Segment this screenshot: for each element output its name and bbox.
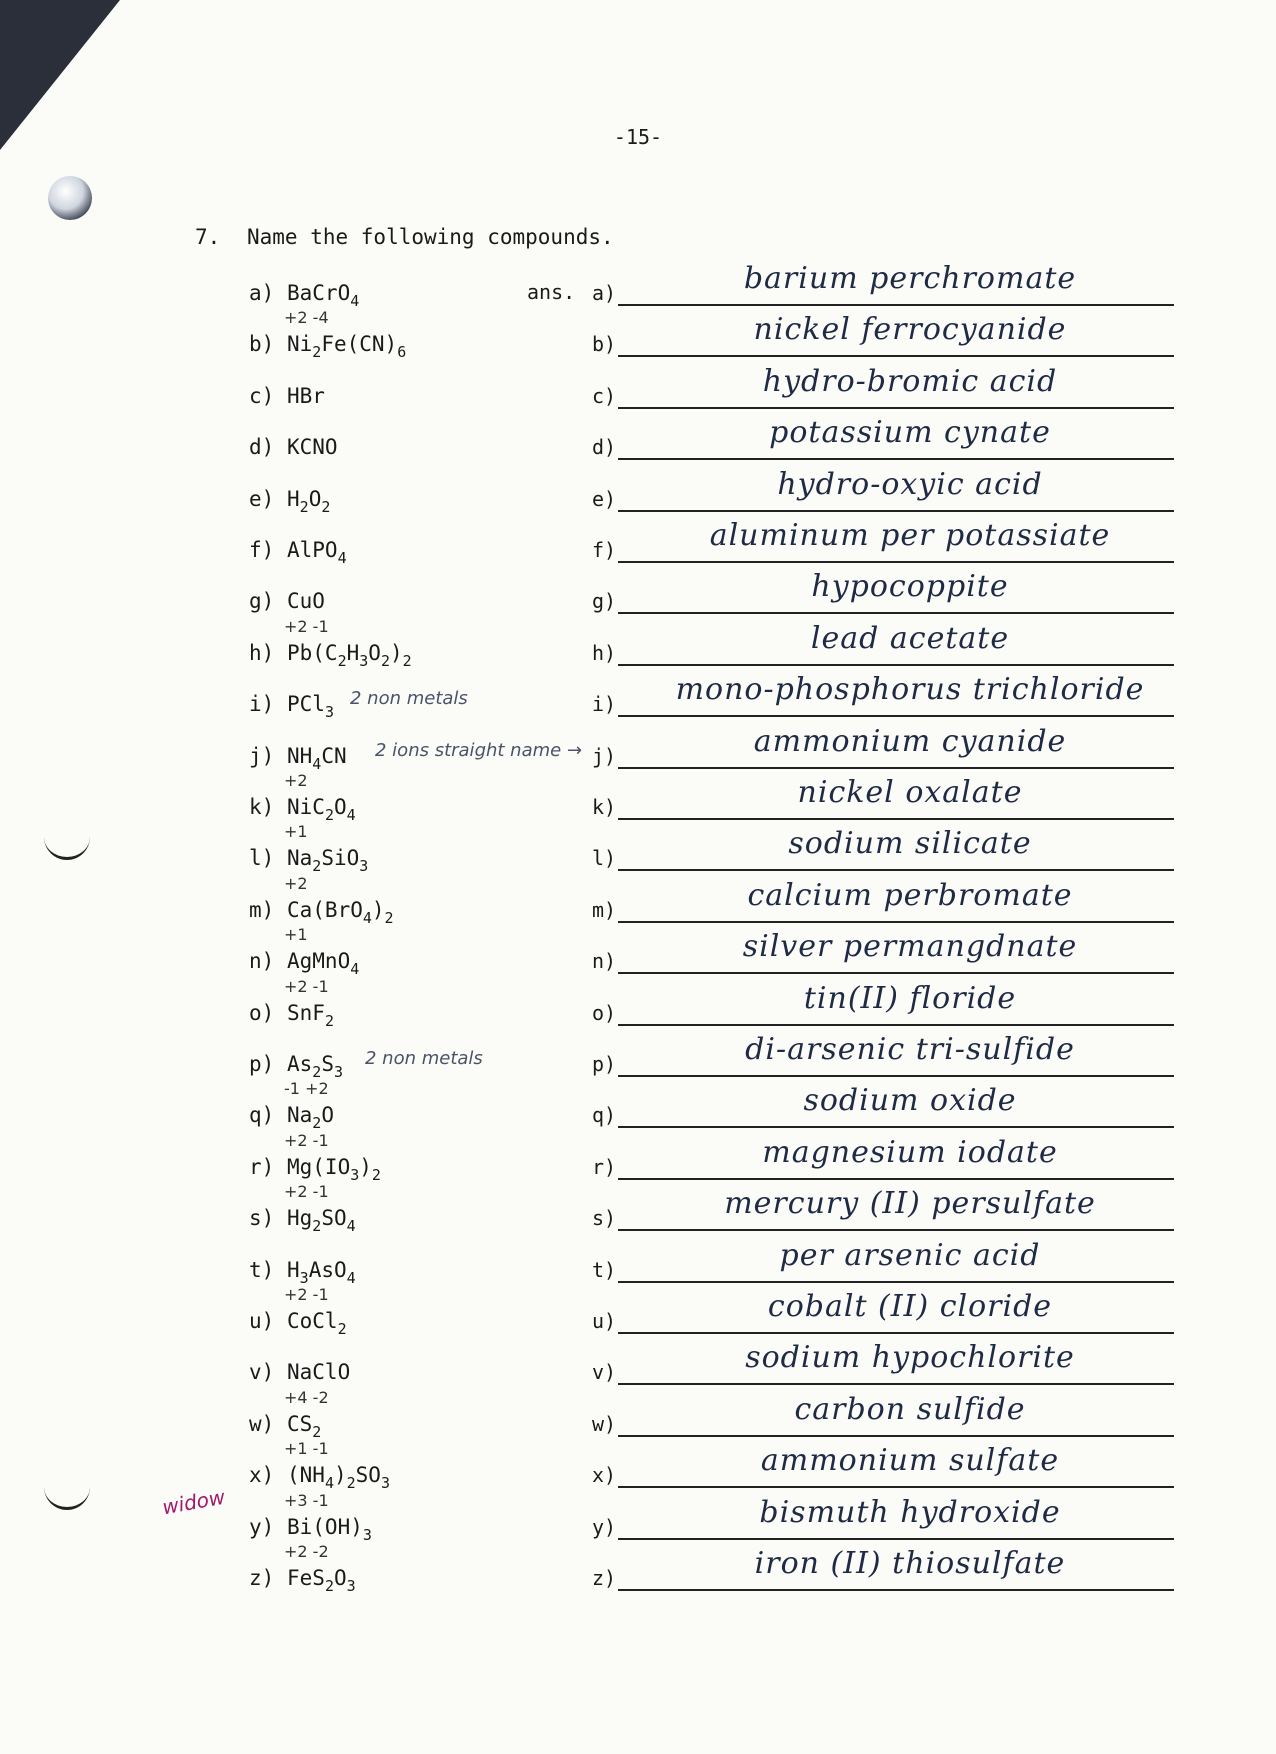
formula-part: H <box>346 640 360 665</box>
answer-line <box>618 1178 1174 1180</box>
item-letter: m) <box>249 897 275 922</box>
chemical-formula <box>287 1052 343 1081</box>
oxidation-annotation: -1 +2 <box>284 1079 329 1099</box>
formula-subscript: 2 <box>346 1474 356 1493</box>
formula-subscript: 2 <box>324 1011 334 1030</box>
chemical-formula <box>287 692 334 721</box>
answer-line <box>618 1383 1174 1385</box>
chemical-formula <box>287 744 347 773</box>
answer-line <box>618 972 1174 974</box>
formula-part: (NH <box>287 1463 325 1488</box>
chemical-formula <box>287 435 338 459</box>
formula-part: ) <box>359 1154 372 1179</box>
oxidation-annotation: +2 -1 <box>284 1130 329 1150</box>
formula-part: O <box>321 1103 334 1128</box>
formula-subscript: 4 <box>346 1217 356 1236</box>
formula-part: Na <box>287 846 313 871</box>
formula-subscript: 2 <box>384 908 394 927</box>
item-letter: u) <box>249 1309 275 1333</box>
answer-line <box>618 1075 1174 1077</box>
formula-part: H <box>287 486 300 511</box>
item-letter: w) <box>249 1411 275 1436</box>
chemical-formula <box>287 1258 356 1287</box>
formula-part: Fe(CN) <box>321 332 398 357</box>
formula-part: SnF <box>287 1000 325 1025</box>
formula-part: NiC <box>287 795 325 819</box>
answer-letter: a) <box>592 281 617 305</box>
formula-subscript: 4 <box>346 1268 356 1287</box>
handwritten-answer: magnesium iodate <box>762 1134 1058 1170</box>
answer-letter: v) <box>592 1360 617 1385</box>
answer-line <box>618 1538 1174 1540</box>
formula-subscript: 4 <box>362 908 372 927</box>
answer-letter: r) <box>592 1154 617 1179</box>
chemical-formula <box>287 898 394 927</box>
item-letter: p) <box>249 1052 275 1076</box>
formula-part: ) <box>371 897 385 922</box>
answer-letter: u) <box>592 1309 617 1333</box>
chemical-formula <box>287 1309 347 1338</box>
formula-part: NH <box>287 743 313 768</box>
item-letter: x) <box>249 1463 275 1488</box>
item-letter: l) <box>249 846 275 871</box>
handwritten-answer: mono-phosphorus trichloride <box>675 672 1145 708</box>
item-letter: c) <box>249 383 275 408</box>
handwritten-answer: iron (II) thiosulfate <box>754 1546 1066 1581</box>
answer-line <box>618 1332 1174 1334</box>
handwritten-answer: hydro-bromic acid <box>762 363 1058 399</box>
answer-letter: i) <box>592 692 617 717</box>
answer-line <box>618 407 1174 409</box>
formula-part: NaClO <box>287 1360 351 1385</box>
formula-subscript: 4 <box>312 754 322 773</box>
formula-part: O <box>333 1566 347 1590</box>
answer-line <box>618 1024 1174 1026</box>
answer-letter: s) <box>592 1206 617 1231</box>
formula-part: KCNO <box>287 435 338 460</box>
handwritten-answer: per arsenic acid <box>779 1237 1041 1273</box>
formula-subscript: 2 <box>312 1114 322 1133</box>
formula-subscript: 2 <box>312 1063 322 1081</box>
answer-letter: t) <box>592 1257 617 1282</box>
formula-subscript: 2 <box>402 651 412 670</box>
oxidation-annotation: +2 -1 <box>284 1285 329 1304</box>
answer-letter: n) <box>592 949 617 974</box>
formula-subscript: 3 <box>346 1577 356 1595</box>
handwritten-answer: sodium hypochlorite <box>745 1340 1075 1376</box>
handwritten-answer: nickel ferrocyanide <box>753 312 1067 348</box>
formula-subscript: 3 <box>324 703 334 722</box>
handwritten-answer: nickel oxalate <box>797 775 1023 810</box>
formula-subscript: 2 <box>299 497 309 516</box>
formula-part: CoCl <box>287 1309 338 1333</box>
chemical-formula <box>287 1206 356 1235</box>
formula-subscript: 4 <box>346 806 356 824</box>
handwritten-answer: potassium cynate <box>769 415 1051 451</box>
oxidation-annotation: +1 <box>284 822 308 842</box>
formula-part: Bi(OH) <box>287 1514 363 1539</box>
formula-part: H <box>287 1257 300 1282</box>
oxidation-annotation: +2 <box>284 873 308 893</box>
answer-line <box>618 715 1174 717</box>
item-letter: n) <box>249 949 275 974</box>
formula-subscript: 3 <box>362 1525 372 1544</box>
chemical-formula <box>287 641 412 670</box>
handwritten-answer: cobalt (II) cloride <box>767 1289 1053 1324</box>
formula-part: SO <box>321 1206 347 1231</box>
formula-part: CuO <box>287 589 325 614</box>
item-letter: s) <box>249 1206 275 1231</box>
formula-part: S <box>321 1052 334 1076</box>
chemical-formula <box>287 1515 372 1544</box>
answer-line <box>618 355 1174 357</box>
handwritten-answer: ammonium sulfate <box>760 1443 1060 1479</box>
handwritten-answer: calcium perbromate <box>747 877 1073 913</box>
answer-line <box>618 664 1174 666</box>
answer-line <box>618 304 1174 306</box>
oxidation-annotation: +1 <box>284 925 308 945</box>
oxidation-annotation: +2 -4 <box>284 308 329 328</box>
answer-line <box>618 818 1174 820</box>
formula-part: AgMnO <box>287 949 351 974</box>
answer-letter: f) <box>592 538 617 562</box>
answer-letter: w) <box>592 1411 617 1436</box>
answer-letter: y) <box>592 1514 617 1539</box>
formula-part: HBr <box>287 383 325 408</box>
side-note: widow <box>160 1484 227 1520</box>
question-number: 7. <box>195 225 221 249</box>
answer-letter: p) <box>592 1052 617 1076</box>
handwritten-answer: hypocoppite <box>811 569 1009 605</box>
answer-letter: b) <box>592 332 617 357</box>
chemical-formula <box>287 538 347 567</box>
item-letter: r) <box>249 1154 275 1179</box>
formula-part: Pb(C <box>287 640 338 665</box>
answer-line <box>618 1589 1174 1591</box>
chemical-formula <box>287 846 368 875</box>
item-letter: j) <box>249 743 275 768</box>
formula-part: Hg <box>287 1206 313 1231</box>
formula-part: AsO <box>308 1257 347 1282</box>
oxidation-annotation: +2 -1 <box>284 1182 329 1202</box>
punch-hole-icon <box>48 176 92 220</box>
answer-letter: e) <box>592 486 617 511</box>
formula-part: AlPO <box>287 538 338 562</box>
item-letter: y) <box>249 1514 275 1539</box>
answer-line <box>618 1229 1174 1231</box>
chemical-formula <box>287 1155 381 1184</box>
answer-letter: o) <box>592 1000 617 1025</box>
chemical-formula <box>287 1103 334 1132</box>
handwritten-answer: ammonium cyanide <box>753 723 1067 759</box>
answer-letter: k) <box>592 795 617 819</box>
formula-subscript: 2 <box>312 1217 322 1236</box>
oxidation-annotation: +2 -2 <box>284 1542 329 1561</box>
item-letter: k) <box>249 795 275 819</box>
answer-line <box>618 1486 1174 1488</box>
answer-line <box>618 612 1174 614</box>
handwritten-answer: carbon sulfide <box>794 1391 1026 1427</box>
answer-line <box>618 921 1174 923</box>
item-letter: d) <box>249 435 275 460</box>
chemical-formula <box>287 1001 334 1030</box>
item-letter: q) <box>249 1103 275 1128</box>
formula-part: BaCrO <box>287 281 351 305</box>
formula-subscript: 2 <box>312 1422 322 1441</box>
handwritten-answer: di-arsenic tri-sulfide <box>745 1032 1075 1067</box>
formula-subscript: 2 <box>337 1320 347 1338</box>
item-letter: b) <box>249 332 275 357</box>
item-letter: e) <box>249 486 275 511</box>
chemical-formula <box>287 1463 390 1492</box>
answer-line <box>618 1281 1174 1283</box>
answer-letter: h) <box>592 640 617 665</box>
item-letter: f) <box>249 538 275 562</box>
handwritten-answer: aluminum per potassiate <box>709 518 1111 553</box>
formula-subscript: 2 <box>380 651 390 670</box>
handwritten-answer: lead acetate <box>810 620 1010 656</box>
formula-part: CN <box>321 743 347 768</box>
formula-part: O <box>333 795 347 819</box>
formula-subscript: 4 <box>350 960 360 979</box>
answer-letter: g) <box>592 589 617 614</box>
chemical-formula <box>287 589 325 613</box>
answer-letter: c) <box>592 383 617 408</box>
formula-subscript: 3 <box>380 1474 390 1493</box>
formula-part: As <box>287 1052 313 1076</box>
formula-part: O <box>308 486 322 511</box>
formula-subscript: 3 <box>359 651 369 670</box>
answer-line <box>618 458 1174 460</box>
formula-part: Na <box>287 1103 313 1128</box>
oxidation-annotation: +2 -1 <box>284 976 329 996</box>
formula-subscript: 2 <box>312 343 322 362</box>
formula-subscript: 4 <box>350 292 360 310</box>
item-letter: a) <box>249 281 275 305</box>
formula-subscript: 4 <box>324 1474 334 1493</box>
chemical-formula <box>287 332 406 361</box>
answer-line <box>618 1435 1174 1437</box>
formula-subscript: 6 <box>397 343 407 362</box>
handwritten-note: 2 non metals <box>365 1048 483 1069</box>
formula-part: ) <box>389 640 403 665</box>
formula-subscript: 3 <box>359 857 369 876</box>
page-number: -15- <box>613 125 663 149</box>
question-text: Name the following compounds. <box>247 225 614 249</box>
answer-line <box>618 561 1174 563</box>
item-letter: t) <box>249 1257 275 1282</box>
formula-part: Mg(IO <box>287 1154 351 1179</box>
answer-letter: j) <box>592 743 617 768</box>
answer-letter: d) <box>592 435 617 460</box>
item-letter: g) <box>249 589 275 614</box>
oxidation-annotation: +2 <box>284 771 308 790</box>
chemical-formula <box>287 487 330 516</box>
formula-part: CS <box>287 1411 313 1436</box>
item-letter: h) <box>249 640 275 665</box>
question-heading <box>195 225 614 249</box>
chemical-formula <box>287 1566 356 1595</box>
oxidation-annotation: +3 -1 <box>284 1490 329 1510</box>
handwritten-answer: tin(II) floride <box>803 980 1017 1016</box>
item-letter: z) <box>249 1566 275 1590</box>
formula-subscript: 3 <box>333 1063 344 1081</box>
formula-part: O <box>368 640 381 665</box>
handwritten-answer: bismuth hydroxide <box>759 1494 1061 1530</box>
answer-line <box>618 869 1174 871</box>
chemical-formula <box>287 1412 321 1441</box>
handwritten-answer: mercury (II) persulfate <box>724 1186 1096 1222</box>
handwritten-answer: sodium oxide <box>803 1083 1017 1119</box>
chemical-formula <box>287 281 359 310</box>
formula-part: Ni <box>287 332 313 357</box>
item-letter: v) <box>249 1360 275 1385</box>
answer-line <box>618 510 1174 512</box>
chemical-formula <box>287 795 356 824</box>
item-letter: i) <box>249 692 275 717</box>
formula-subscript: 2 <box>324 806 334 824</box>
compound-row <box>0 1542 1276 1616</box>
formula-subscript: 4 <box>337 549 347 567</box>
ans-label: ans. <box>527 280 576 304</box>
answer-letter: l) <box>592 846 617 871</box>
formula-part: FeS <box>287 1566 325 1590</box>
handwritten-answer: barium perchromate <box>743 261 1077 296</box>
formula-part: SO <box>355 1463 381 1488</box>
formula-subscript: 2 <box>337 651 347 670</box>
item-letter: o) <box>249 1000 275 1025</box>
formula-subscript: 2 <box>312 857 322 876</box>
formula-subscript: 2 <box>371 1165 381 1184</box>
formula-part: ) <box>333 1463 347 1488</box>
handwritten-note: 2 non metals <box>350 688 468 710</box>
oxidation-annotation: +4 -2 <box>284 1387 329 1407</box>
handwritten-answer: hydro-oxyic acid <box>777 466 1043 502</box>
chemical-formula <box>287 949 359 978</box>
chemical-formula <box>287 1360 350 1384</box>
chemical-formula <box>287 384 325 408</box>
answer-line <box>618 1126 1174 1128</box>
formula-subscript: 2 <box>321 497 331 516</box>
oxidation-annotation: +1 -1 <box>284 1439 329 1459</box>
formula-subscript: 3 <box>299 1268 309 1287</box>
formula-subscript: 3 <box>350 1165 360 1184</box>
formula-part: SiO <box>321 846 360 871</box>
formula-part: PCl <box>287 692 325 717</box>
formula-subscript: 2 <box>324 1577 334 1595</box>
answer-letter: x) <box>592 1463 617 1488</box>
handwritten-answer: silver permangdnate <box>742 929 1078 965</box>
oxidation-annotation: +2 -1 <box>284 616 329 636</box>
answer-letter: m) <box>592 897 617 922</box>
answer-line <box>618 767 1174 769</box>
handwritten-note: 2 ions straight name → <box>375 739 583 761</box>
handwritten-answer: sodium silicate <box>788 826 1032 862</box>
answer-letter: q) <box>592 1103 617 1128</box>
formula-part: Ca(BrO <box>287 897 363 922</box>
answer-letter: z) <box>592 1566 617 1590</box>
